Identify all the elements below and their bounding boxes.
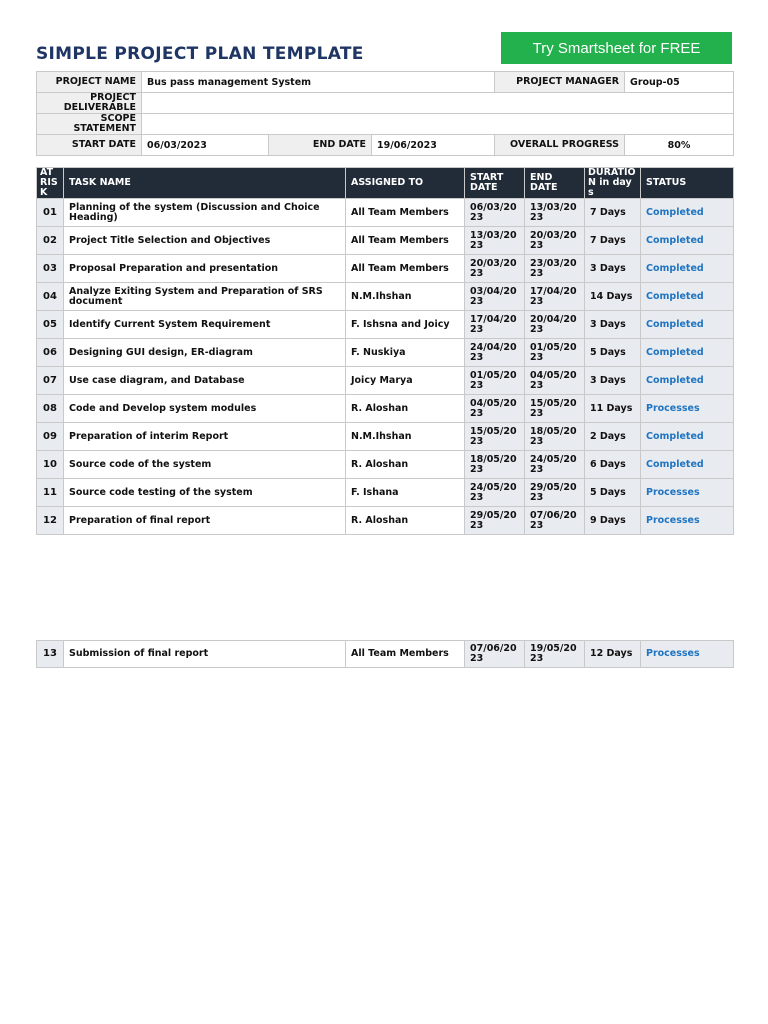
table-row [37,255,734,283]
end-date-cell: 20/04/2023 [525,311,585,339]
duration-cell: 11 Days [585,395,641,423]
row-number-cell: 01 [37,199,64,227]
project-info-table [36,71,734,156]
status-cell: Completed [641,367,734,395]
project-manager-label: PROJECT MANAGER [495,72,625,93]
row-number-cell: 07 [37,367,64,395]
status-cell: Processes [641,641,734,668]
scope-label: SCOPE STATEMENT [37,114,142,135]
status-cell: Processes [641,479,734,507]
status-cell: Completed [641,423,734,451]
status-cell: Completed [641,199,734,227]
duration-cell: 7 Days [585,199,641,227]
task-name-cell: Project Title Selection and Objectives [64,227,346,255]
task-name-cell: Use case diagram, and Database [64,367,346,395]
end-date-cell: 15/05/2023 [525,395,585,423]
header-duration: DURATION in days [585,168,641,199]
table-row [37,199,734,227]
task-name-cell: Preparation of final report [64,507,346,535]
table-row [37,367,734,395]
end-date-cell: 17/04/2023 [525,283,585,311]
table-row [37,395,734,423]
status-cell: Completed [641,451,734,479]
task-name-cell: Designing GUI design, ER-diagram [64,339,346,367]
table-row [37,479,734,507]
start-date-cell: 24/05/2023 [465,479,525,507]
table-row [37,227,734,255]
task-table-header [37,168,734,199]
assigned-to-cell: F. Nuskiya [346,339,465,367]
header-end-date: END DATE [525,168,585,199]
task-name-cell: Planning of the system (Discussion and Choice Heading) [64,199,346,227]
row-number-cell: 13 [37,641,64,668]
start-date-label: START DATE [37,135,142,156]
start-date-cell: 29/05/2023 [465,507,525,535]
start-date-cell: 17/04/2023 [465,311,525,339]
end-date-cell: 13/03/2023 [525,199,585,227]
start-date-cell: 06/03/2023 [465,199,525,227]
header-start-date: START DATE [465,168,525,199]
assigned-to-cell: N.M.Ihshan [346,283,465,311]
row-number-cell: 05 [37,311,64,339]
task-name-cell: Preparation of interim Report [64,423,346,451]
assigned-to-cell: R. Aloshan [346,451,465,479]
task-name-cell: Submission of final report [64,641,346,668]
overall-progress-value: 80% [625,135,734,156]
duration-cell: 2 Days [585,423,641,451]
row-number-cell: 09 [37,423,64,451]
end-date-label: END DATE [269,135,372,156]
duration-cell: 3 Days [585,255,641,283]
overall-progress-label: OVERALL PROGRESS [495,135,625,156]
task-table-continued [36,640,734,668]
duration-cell: 5 Days [585,339,641,367]
status-cell: Completed [641,283,734,311]
task-name-cell: Analyze Exiting System and Preparation of SRS document [64,283,346,311]
assigned-to-cell: R. Aloshan [346,507,465,535]
table-row [37,283,734,311]
start-date-cell: 15/05/2023 [465,423,525,451]
assigned-to-cell: F. Ishsna and Joicy [346,311,465,339]
row-number-cell: 03 [37,255,64,283]
row-number-cell: 12 [37,507,64,535]
end-date-cell: 01/05/2023 [525,339,585,367]
task-table [36,167,734,535]
header-task-name: TASK NAME [64,168,346,199]
assigned-to-cell: All Team Members [346,227,465,255]
scope-value [142,114,734,135]
start-date-cell: 13/03/2023 [465,227,525,255]
end-date-cell: 04/05/2023 [525,367,585,395]
duration-cell: 12 Days [585,641,641,668]
duration-cell: 14 Days [585,283,641,311]
table-row [37,451,734,479]
start-date-cell: 20/03/2023 [465,255,525,283]
project-manager-value: Group-05 [625,72,734,93]
task-name-cell: Code and Develop system modules [64,395,346,423]
status-cell: Completed [641,339,734,367]
start-date-cell: 07/06/2023 [465,641,525,668]
start-date-cell: 18/05/2023 [465,451,525,479]
project-name-label: PROJECT NAME [37,72,142,93]
try-smartsheet-button[interactable]: Try Smartsheet for FREE [501,32,732,64]
table-row [37,311,734,339]
start-date-cell: 01/05/2023 [465,367,525,395]
header-at-risk: AT RISK [37,168,64,199]
row-number-cell: 10 [37,451,64,479]
end-date-cell: 24/05/2023 [525,451,585,479]
assigned-to-cell: All Team Members [346,641,465,668]
project-name-value: Bus pass management System [142,72,495,93]
assigned-to-cell: All Team Members [346,199,465,227]
duration-cell: 5 Days [585,479,641,507]
row-number-cell: 08 [37,395,64,423]
end-date-value: 19/06/2023 [372,135,495,156]
task-name-cell: Proposal Preparation and presentation [64,255,346,283]
end-date-cell: 29/05/2023 [525,479,585,507]
end-date-cell: 07/06/2023 [525,507,585,535]
deliverable-label: PROJECT DELIVERABLE [37,93,142,114]
row-number-cell: 11 [37,479,64,507]
status-cell: Processes [641,395,734,423]
assigned-to-cell: R. Aloshan [346,395,465,423]
row-number-cell: 04 [37,283,64,311]
end-date-cell: 18/05/2023 [525,423,585,451]
deliverable-value [142,93,734,114]
duration-cell: 6 Days [585,451,641,479]
header-assigned-to: ASSIGNED TO [346,168,465,199]
status-cell: Processes [641,507,734,535]
assigned-to-cell: All Team Members [346,255,465,283]
task-name-cell: Source code testing of the system [64,479,346,507]
status-cell: Completed [641,311,734,339]
end-date-cell: 19/05/2023 [525,641,585,668]
status-cell: Completed [641,227,734,255]
end-date-cell: 20/03/2023 [525,227,585,255]
table-row [37,641,734,668]
start-date-value: 06/03/2023 [142,135,269,156]
task-name-cell: Source code of the system [64,451,346,479]
table-row [37,339,734,367]
start-date-cell: 03/04/2023 [465,283,525,311]
duration-cell: 7 Days [585,227,641,255]
assigned-to-cell: F. Ishana [346,479,465,507]
row-number-cell: 02 [37,227,64,255]
page-title: SIMPLE PROJECT PLAN TEMPLATE [36,44,364,64]
table-row [37,423,734,451]
duration-cell: 3 Days [585,311,641,339]
start-date-cell: 24/04/2023 [465,339,525,367]
header-status: STATUS [641,168,734,199]
status-cell: Completed [641,255,734,283]
duration-cell: 9 Days [585,507,641,535]
duration-cell: 3 Days [585,367,641,395]
row-number-cell: 06 [37,339,64,367]
task-name-cell: Identify Current System Requirement [64,311,346,339]
assigned-to-cell: N.M.Ihshan [346,423,465,451]
assigned-to-cell: Joicy Marya [346,367,465,395]
table-row [37,507,734,535]
end-date-cell: 23/03/2023 [525,255,585,283]
start-date-cell: 04/05/2023 [465,395,525,423]
